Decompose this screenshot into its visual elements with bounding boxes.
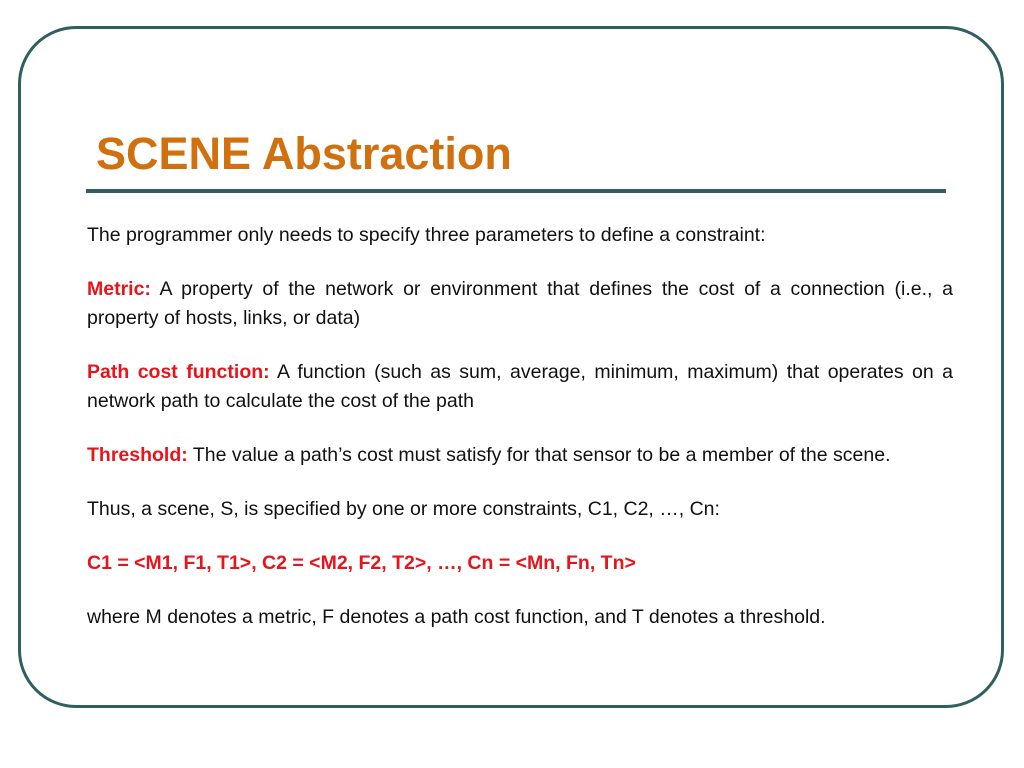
definition-term: Path cost function: — [87, 361, 270, 383]
definition-path-cost-function — [87, 358, 953, 416]
definition-term: Threshold: — [87, 444, 188, 466]
definition-text: A property of the network or environment that defines the cost of a connection (i.e., a property of hosts, links, or data) — [87, 278, 953, 329]
definition-text: A function (such as sum, average, minimum, maximum) that operates on a network path to calculate the cost of the path — [87, 361, 954, 412]
definition-term: Metric: — [87, 278, 151, 300]
definition-threshold — [87, 441, 953, 470]
where-text: where M denotes a metric, F denotes a path cost function, and T denotes a threshold. — [87, 606, 826, 628]
definition-text: The value a path’s cost must satisfy for that sensor to be a member of the scene. — [192, 444, 891, 466]
title-divider — [86, 189, 946, 193]
thus-text: Thus, a scene, S, is specified by one or more constraints, C1, C2, …, Cn: — [87, 498, 720, 520]
slide-body — [87, 221, 953, 632]
slide-title: SCENE Abstraction — [96, 128, 512, 179]
definition-metric — [87, 275, 953, 333]
constraint-formula: C1 = <M1, F1, T1>, C2 = <M2, F2, T2>, …, Cn = <Mn, Fn, Tn> — [87, 552, 636, 574]
intro-text: The programmer only needs to specify three parameters to define a constraint: — [87, 224, 766, 246]
